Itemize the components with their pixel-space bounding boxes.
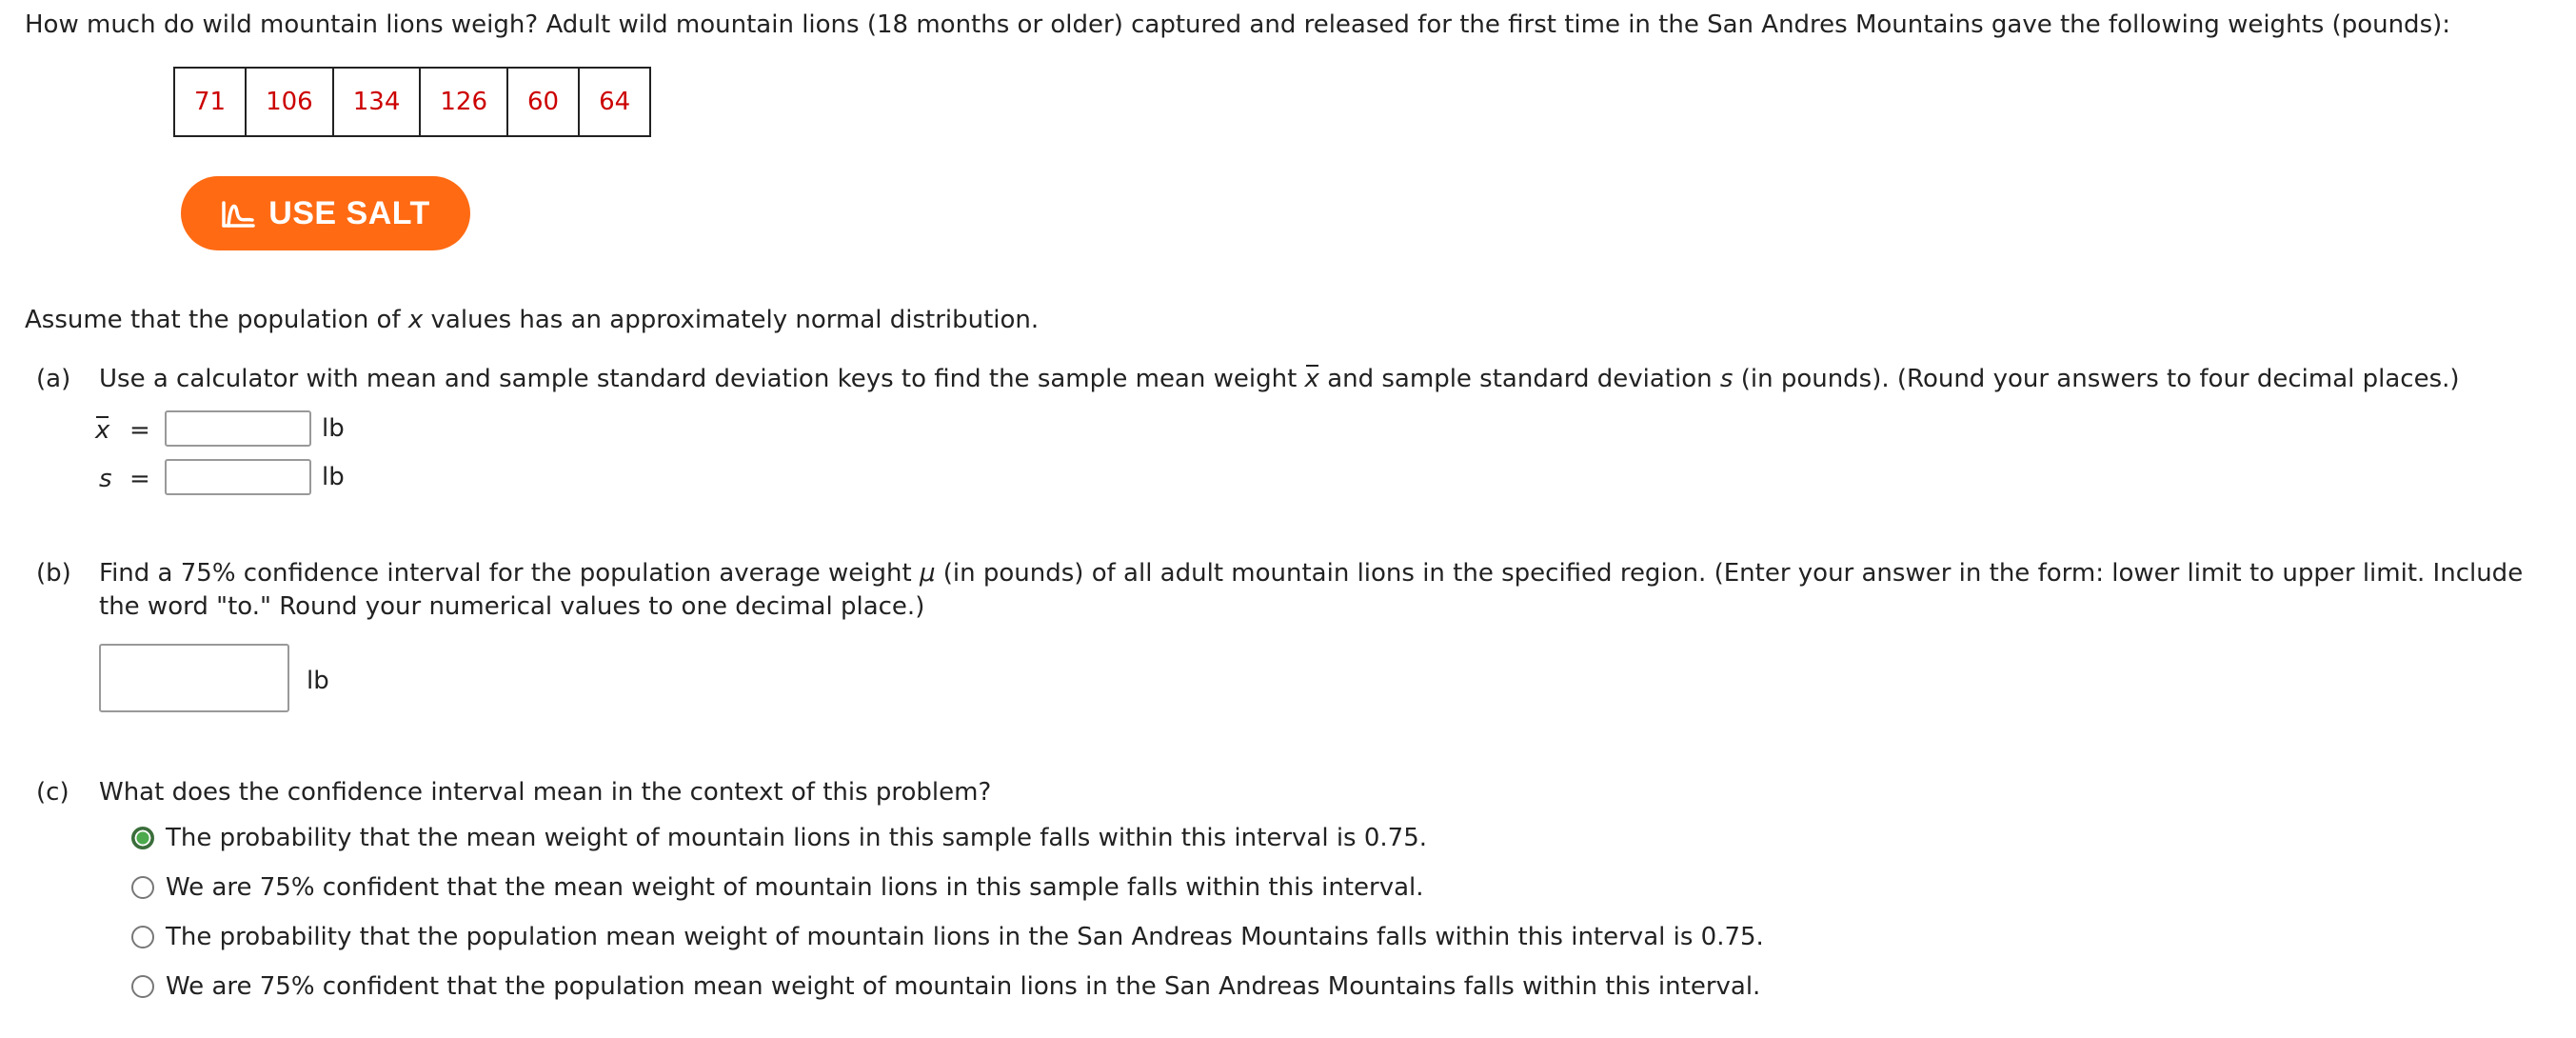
weight-value: 64 — [579, 68, 650, 136]
radio-button[interactable] — [131, 975, 154, 998]
answer-option[interactable] — [131, 821, 1427, 855]
part-a-label: (a) — [36, 365, 71, 393]
weight-value: 71 — [174, 68, 246, 136]
answer-option[interactable] — [131, 870, 1424, 905]
part-b-label: (b) — [36, 559, 71, 588]
question-intro: How much do wild mountain lions weigh? Adult wild mountain lions (18 months or older) captured and released for the first time in the San Andres Mountains gave the following weights (pounds): — [25, 10, 2451, 39]
option-label: The probability that the population mean weight of mountain lions in the San Andreas Mountains falls within this interval is 0.75. — [166, 923, 1764, 951]
salt-button-label: USE SALT — [268, 194, 430, 231]
part-c-prompt: What does the confidence interval mean in the context of this problem? — [99, 778, 992, 807]
unit-label: lb — [322, 414, 345, 443]
weight-value: 106 — [246, 68, 333, 136]
part-a-prompt: Use a calculator with mean and sample standard deviation keys to find the sample mean weight x and sample standard deviation s (in pounds). (Round your answers to four decimal places.) — [99, 362, 2460, 396]
option-label: The probability that the mean weight of mountain lions in this sample falls within this interval is 0.75. — [166, 824, 1428, 852]
option-label: We are 75% confident that the population mean weight of mountain lions in the San Andreas Mountains falls within this interval. — [166, 972, 1761, 1001]
sample-mean-input[interactable] — [165, 410, 311, 447]
part-c-label: (c) — [36, 778, 69, 807]
part-b-prompt-line2: the word "to." Round your numerical values to one decimal place.) — [99, 592, 925, 621]
equals-sign: = — [129, 465, 150, 493]
confidence-interval-input[interactable] — [99, 644, 289, 712]
weight-value: 60 — [507, 68, 579, 136]
unit-label: lb — [322, 463, 345, 491]
option-label: We are 75% confident that the mean weight of mountain lions in this sample falls within this interval. — [166, 873, 1424, 902]
weights-table — [173, 67, 651, 137]
xbar-label: x — [95, 413, 109, 448]
salt-chart-icon — [221, 197, 257, 230]
radio-button[interactable] — [131, 876, 154, 899]
radio-button-selected[interactable] — [131, 827, 154, 849]
unit-label: lb — [307, 667, 329, 695]
weight-value: 134 — [333, 68, 421, 136]
part-b-prompt: Find a 75% confidence interval for the population average weight μ (in pounds) of all adult mountain lions in the specified region. (Enter your answer in the form: lower limit to upper limit. Include — [99, 559, 2524, 588]
s-label: s — [99, 465, 112, 493]
radio-button[interactable] — [131, 926, 154, 948]
answer-option[interactable] — [131, 920, 1764, 954]
weight-value: 126 — [420, 68, 507, 136]
equals-sign: = — [129, 416, 150, 445]
use-salt-button[interactable] — [181, 176, 470, 250]
sample-std-dev-input[interactable] — [165, 459, 311, 495]
assumption-text: Assume that the population of x values has an approximately normal distribution. — [25, 306, 1040, 334]
answer-option[interactable] — [131, 969, 1760, 1004]
